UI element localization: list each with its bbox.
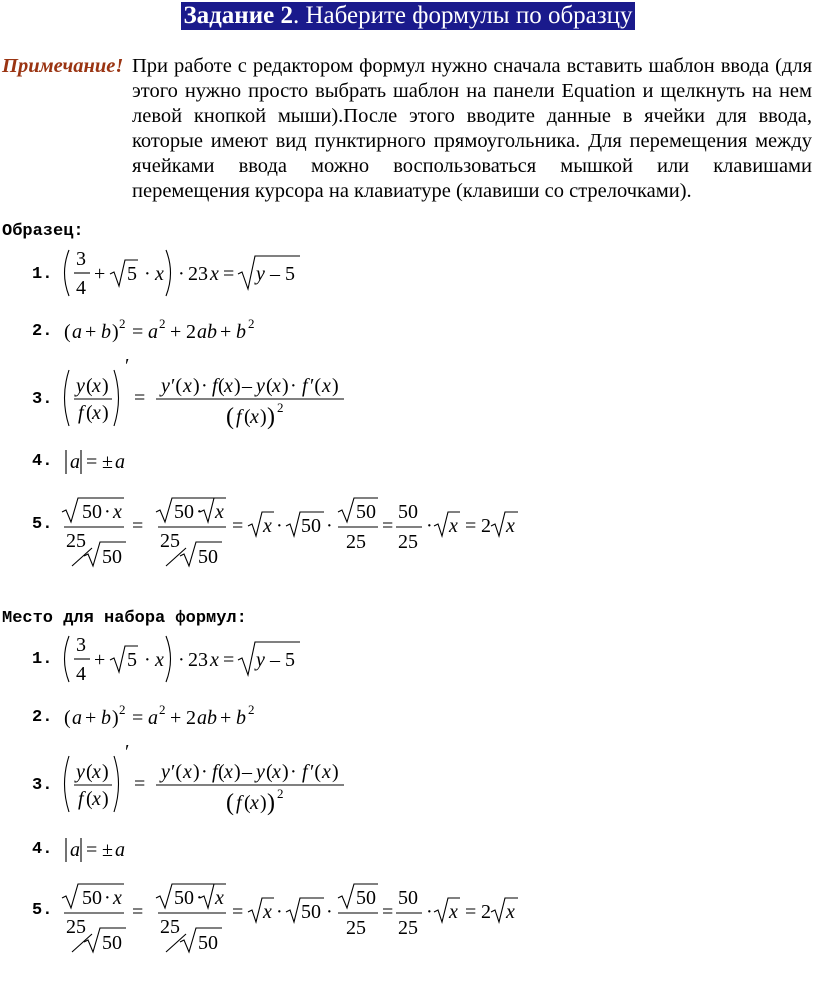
svg-text:50: 50 xyxy=(198,546,218,568)
svg-text:·: · xyxy=(144,263,151,285)
svg-text:x: x xyxy=(506,515,515,537)
svg-text:=: = xyxy=(382,515,394,537)
svg-text:x: x xyxy=(506,901,515,923)
svg-text:=: = xyxy=(132,321,144,343)
svg-text:50: 50 xyxy=(198,932,218,954)
sample-formula-4 xyxy=(60,444,160,480)
svg-text:50: 50 xyxy=(82,887,102,909)
work-formula-3[interactable] xyxy=(60,742,380,824)
svg-text:f: f xyxy=(236,406,242,428)
svg-text:): ) xyxy=(102,375,109,397)
sample-formula-3 xyxy=(60,356,380,438)
svg-text:): ) xyxy=(102,402,109,424)
svg-text:x: x xyxy=(272,761,281,783)
svg-text:·: · xyxy=(104,887,111,909)
svg-text:=: = xyxy=(465,901,477,923)
svg-text:=: = xyxy=(465,515,477,537)
svg-text:a: a xyxy=(72,707,82,729)
svg-text:4: 4 xyxy=(76,277,86,299)
svg-text:5: 5 xyxy=(127,649,137,671)
svg-text:a: a xyxy=(72,321,82,343)
svg-text:): ) xyxy=(112,707,119,729)
svg-text:y: y xyxy=(256,375,265,397)
svg-text:·: · xyxy=(290,761,297,783)
svg-text:=: = xyxy=(132,901,144,923)
svg-text:2: 2 xyxy=(119,702,126,717)
work-number-4: 4. xyxy=(32,840,53,859)
svg-text:25: 25 xyxy=(398,531,418,553)
sample-number-4: 4. xyxy=(32,452,53,471)
svg-text:′: ′ xyxy=(125,355,130,377)
title-bar xyxy=(0,2,816,30)
svg-text:2: 2 xyxy=(159,316,166,331)
svg-text:=: = xyxy=(132,515,144,537)
svg-text:y: y xyxy=(256,761,265,783)
svg-text:·: · xyxy=(426,515,433,537)
svg-text:25: 25 xyxy=(346,917,366,939)
svg-text:–: – xyxy=(270,649,280,671)
svg-text:·: · xyxy=(104,501,111,523)
svg-text:x: x xyxy=(322,761,331,783)
sample-number-5: 5. xyxy=(32,515,53,534)
svg-text:25: 25 xyxy=(66,916,86,938)
svg-text:b: b xyxy=(236,707,246,729)
svg-text:±: ± xyxy=(102,839,113,861)
svg-text:·: · xyxy=(196,501,203,523)
svg-text:′(: ′( xyxy=(171,375,183,397)
svg-text:): ) xyxy=(332,375,339,397)
svg-text:x: x xyxy=(322,375,331,397)
svg-text:′: ′ xyxy=(125,741,130,763)
svg-text:·: · xyxy=(178,649,185,671)
svg-text:·: · xyxy=(326,515,333,537)
svg-text:2: 2 xyxy=(277,400,284,415)
svg-text:50: 50 xyxy=(102,932,122,954)
svg-text:x: x xyxy=(272,375,281,397)
svg-text:ab: ab xyxy=(197,321,217,343)
svg-text:·: · xyxy=(290,375,297,397)
svg-text:(: ( xyxy=(244,406,251,428)
svg-text:5: 5 xyxy=(285,649,295,671)
sample-number-1: 1. xyxy=(32,265,53,284)
svg-text:x: x xyxy=(92,788,101,810)
svg-text:+: + xyxy=(220,321,232,343)
svg-text:+: + xyxy=(170,321,182,343)
svg-text:x: x xyxy=(449,901,458,923)
work-number-2: 2. xyxy=(32,708,53,727)
svg-text:): ) xyxy=(234,761,241,783)
svg-text:·: · xyxy=(326,901,333,923)
svg-text:+: + xyxy=(85,321,97,343)
svg-text:–: – xyxy=(242,375,252,397)
svg-text:2: 2 xyxy=(248,316,255,331)
svg-text:4: 4 xyxy=(76,663,86,685)
svg-text:a: a xyxy=(70,839,80,861)
svg-text:f: f xyxy=(302,375,308,397)
svg-text:x: x xyxy=(215,501,224,523)
svg-text:3: 3 xyxy=(76,634,86,656)
sample-formula-2 xyxy=(60,312,300,352)
svg-text:x: x xyxy=(210,263,219,285)
svg-text:5: 5 xyxy=(285,263,295,285)
svg-text:50: 50 xyxy=(174,501,194,523)
svg-text:25: 25 xyxy=(160,916,180,938)
svg-text:x: x xyxy=(263,901,272,923)
svg-text:·: · xyxy=(276,901,283,923)
svg-text:(: ( xyxy=(86,761,93,783)
svg-text:): ) xyxy=(112,321,119,343)
svg-text:′(: ′( xyxy=(310,761,322,783)
svg-text:′(: ′( xyxy=(171,761,183,783)
svg-text:50: 50 xyxy=(356,501,376,523)
svg-text:x: x xyxy=(113,501,122,523)
sample-formula-5 xyxy=(60,490,540,572)
svg-text:2: 2 xyxy=(481,515,491,537)
sample-number-3: 3. xyxy=(32,390,53,409)
svg-text:=: = xyxy=(232,901,244,923)
work-number-1: 1. xyxy=(32,650,53,669)
svg-text:): ) xyxy=(102,761,109,783)
work-formula-5[interactable] xyxy=(60,876,540,958)
svg-text:(: ( xyxy=(86,788,93,810)
svg-text:=: = xyxy=(86,839,98,861)
svg-text:=: = xyxy=(232,515,244,537)
svg-text:25: 25 xyxy=(398,917,418,939)
svg-text:2: 2 xyxy=(119,316,126,331)
svg-text:x: x xyxy=(250,406,259,428)
svg-text:x: x xyxy=(263,515,272,537)
svg-text:+: + xyxy=(220,707,232,729)
svg-text:): ) xyxy=(267,790,275,816)
svg-text:=: = xyxy=(223,263,235,285)
svg-text:x: x xyxy=(224,761,233,783)
svg-text:): ) xyxy=(282,761,289,783)
svg-text:x: x xyxy=(449,515,458,537)
svg-text:(: ( xyxy=(218,761,225,783)
svg-text:50: 50 xyxy=(102,546,122,568)
svg-text:25: 25 xyxy=(66,530,86,552)
svg-text:(: ( xyxy=(226,404,234,430)
svg-text:x: x xyxy=(92,402,101,424)
svg-text:50: 50 xyxy=(301,901,321,923)
svg-text:y: y xyxy=(161,761,170,783)
svg-text:=: = xyxy=(134,387,146,409)
svg-text:b: b xyxy=(236,321,246,343)
svg-text:·: · xyxy=(196,887,203,909)
svg-text:x: x xyxy=(92,761,101,783)
svg-text:ab: ab xyxy=(197,707,217,729)
svg-text:25: 25 xyxy=(346,531,366,553)
svg-text:): ) xyxy=(332,761,339,783)
svg-text:–: – xyxy=(270,263,280,285)
svg-text:=: = xyxy=(132,707,144,729)
note-label: Примечание! xyxy=(2,55,124,77)
svg-text:x: x xyxy=(155,263,164,285)
svg-text:50: 50 xyxy=(398,887,418,909)
svg-text:b: b xyxy=(101,707,111,729)
svg-text:·: · xyxy=(426,901,433,923)
svg-text:): ) xyxy=(234,375,241,397)
svg-text:5: 5 xyxy=(127,263,137,285)
svg-text:′(: ′( xyxy=(310,375,322,397)
svg-text:f: f xyxy=(212,761,218,783)
svg-text:y: y xyxy=(256,263,265,285)
svg-text:·: · xyxy=(178,263,185,285)
svg-text:a: a xyxy=(148,321,158,343)
svg-text:–: – xyxy=(242,761,252,783)
svg-text:3: 3 xyxy=(76,248,86,270)
svg-text:2: 2 xyxy=(186,707,196,729)
sample-heading: Образец: xyxy=(2,222,84,241)
svg-text:=: = xyxy=(134,773,146,795)
svg-text:x: x xyxy=(224,375,233,397)
title-bold: Задание 2 xyxy=(183,2,293,29)
svg-text:23: 23 xyxy=(188,649,208,671)
note-block xyxy=(2,54,812,204)
svg-text:x: x xyxy=(215,887,224,909)
svg-text:(: ( xyxy=(86,375,93,397)
svg-text:x: x xyxy=(250,792,259,814)
svg-text:x: x xyxy=(183,375,192,397)
work-formula-4[interactable] xyxy=(60,832,160,868)
svg-text:·: · xyxy=(276,515,283,537)
work-number-3: 3. xyxy=(32,776,53,795)
svg-text:(: ( xyxy=(244,792,251,814)
work-number-5: 5. xyxy=(32,901,53,920)
svg-text:50: 50 xyxy=(174,887,194,909)
title-rest: . Наберите формулы по образцу xyxy=(292,2,633,29)
svg-text:): ) xyxy=(267,404,275,430)
svg-text:): ) xyxy=(193,375,200,397)
svg-text:(: ( xyxy=(266,761,273,783)
note-text: При работе с редактором формул нужно сначала вставить шаблон ввода (для этого нужно просто выбрать шаблон на панели Equation и щелкнуть на нем левой кнопкой мыши).После этого вводите данные в ячейки для ввода, которые имеют вид пунктирного прямоугольника. Для перемещения между ячейками ввода можно воспользоваться мышкой или клавишами перемещения курсора на клавиатуре (клавиши со стрелочками). xyxy=(132,55,812,202)
svg-text:2: 2 xyxy=(248,702,255,717)
svg-text:f: f xyxy=(78,788,84,810)
svg-text:x: x xyxy=(155,649,164,671)
svg-text:f: f xyxy=(302,761,308,783)
svg-text:50: 50 xyxy=(356,887,376,909)
svg-text:2: 2 xyxy=(159,702,166,717)
svg-text:x: x xyxy=(92,375,101,397)
svg-text:+: + xyxy=(85,707,97,729)
svg-text:2: 2 xyxy=(277,786,284,801)
svg-text:y: y xyxy=(76,375,85,397)
svg-text:+: + xyxy=(94,263,106,285)
svg-text:a: a xyxy=(115,451,125,473)
svg-text:(: ( xyxy=(266,375,273,397)
svg-text:y: y xyxy=(256,649,265,671)
svg-text:+: + xyxy=(170,707,182,729)
svg-text:=: = xyxy=(86,451,98,473)
svg-text:±: ± xyxy=(102,451,113,473)
svg-text:+: + xyxy=(94,649,106,671)
sample-number-2: 2. xyxy=(32,322,53,341)
svg-text:25: 25 xyxy=(160,530,180,552)
svg-text:50: 50 xyxy=(82,501,102,523)
svg-text:): ) xyxy=(260,792,267,814)
svg-text:(: ( xyxy=(218,375,225,397)
svg-text:·: · xyxy=(144,649,151,671)
svg-text:): ) xyxy=(102,788,109,810)
svg-text:x: x xyxy=(113,887,122,909)
svg-text:=: = xyxy=(223,649,235,671)
work-formula-2[interactable] xyxy=(60,698,300,738)
svg-text:(: ( xyxy=(226,790,234,816)
svg-text:a: a xyxy=(70,451,80,473)
svg-text:x: x xyxy=(183,761,192,783)
svg-text:=: = xyxy=(382,901,394,923)
svg-text:(: ( xyxy=(86,402,93,424)
svg-text:2: 2 xyxy=(481,901,491,923)
svg-text:f: f xyxy=(236,792,242,814)
svg-text:a: a xyxy=(148,707,158,729)
svg-text:·: · xyxy=(201,375,208,397)
svg-text:a: a xyxy=(115,839,125,861)
svg-text:50: 50 xyxy=(301,515,321,537)
svg-text:(: ( xyxy=(64,707,71,729)
svg-text:): ) xyxy=(260,406,267,428)
svg-text:): ) xyxy=(193,761,200,783)
workspace-heading: Место для набора формул: xyxy=(2,609,247,628)
svg-text:f: f xyxy=(78,402,84,424)
svg-text:y: y xyxy=(161,375,170,397)
svg-text:(: ( xyxy=(64,321,71,343)
svg-text:b: b xyxy=(101,321,111,343)
svg-text:x: x xyxy=(210,649,219,671)
work-formula-1[interactable] xyxy=(60,630,320,688)
svg-text:y: y xyxy=(76,761,85,783)
svg-text:f: f xyxy=(212,375,218,397)
svg-text:23: 23 xyxy=(188,263,208,285)
sample-formula-1 xyxy=(60,244,320,302)
svg-text:2: 2 xyxy=(186,321,196,343)
svg-text:50: 50 xyxy=(398,501,418,523)
page-title xyxy=(181,2,634,30)
svg-text:·: · xyxy=(201,761,208,783)
svg-text:): ) xyxy=(282,375,289,397)
